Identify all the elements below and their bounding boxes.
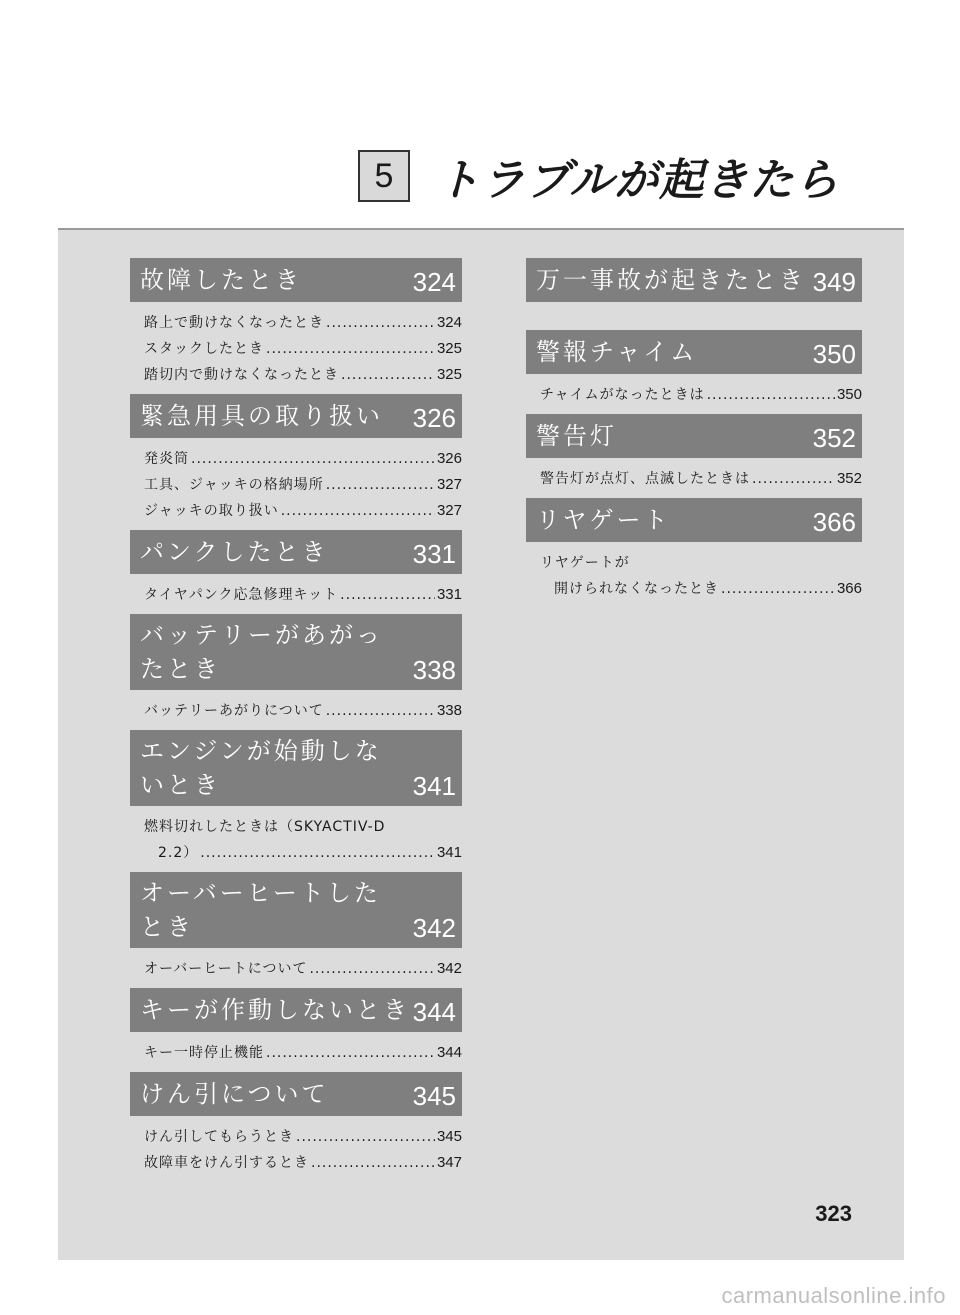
item-label: 工具、ジャッキの格納場所 <box>144 477 324 493</box>
section-title: 緊急用具の取り扱い <box>140 402 383 430</box>
leader-dots <box>326 698 435 724</box>
leader-dots <box>309 956 435 982</box>
list-item[interactable] <box>144 582 462 608</box>
section-header[interactable] <box>130 988 462 1032</box>
section-title: 故障したとき <box>140 266 302 294</box>
list-item[interactable] <box>144 472 462 498</box>
list-item[interactable] <box>144 1124 462 1150</box>
leader-dots <box>340 582 435 608</box>
right-column <box>526 258 862 608</box>
list-item[interactable] <box>540 382 862 408</box>
chapter-number: 5 <box>358 150 410 202</box>
section-items <box>130 806 462 872</box>
list-item[interactable] <box>144 498 462 524</box>
leader-dots <box>326 472 435 498</box>
section-items <box>130 1116 462 1182</box>
leader-dots <box>707 382 835 408</box>
list-item[interactable] <box>144 698 462 724</box>
section-page: 344 <box>412 997 456 1027</box>
item-label: チャイムがなったときは <box>540 387 705 403</box>
leader-dots <box>721 576 835 602</box>
item-page: 350 <box>836 386 862 403</box>
section-page: 345 <box>412 1081 456 1111</box>
item-page: 344 <box>436 1044 462 1061</box>
list-item-continued[interactable] <box>144 840 462 866</box>
section-items <box>130 438 462 530</box>
section-page: 324 <box>412 267 456 297</box>
list-item[interactable] <box>144 336 462 362</box>
item-page: 347 <box>436 1154 462 1171</box>
list-item[interactable] <box>540 550 862 576</box>
item-label: タイヤパンク応急修理キット <box>144 587 339 603</box>
page-number: 323 <box>815 1201 852 1226</box>
item-label: オーバーヒートについて <box>144 961 308 977</box>
section-title: けん引について <box>140 1080 329 1108</box>
section-title: エンジンが始動しないとき <box>140 737 382 799</box>
list-item[interactable] <box>540 466 862 492</box>
section-title: バッテリーがあがったとき <box>140 621 383 683</box>
section-items <box>130 302 462 394</box>
section-page: 338 <box>412 655 456 685</box>
item-label: リヤゲートが <box>540 555 630 571</box>
list-item-continued[interactable] <box>540 576 862 602</box>
section-items <box>526 542 862 608</box>
item-label: 路上で動けなくなったとき <box>144 315 324 331</box>
section-page: 341 <box>412 771 456 801</box>
leader-dots <box>326 310 435 336</box>
section-page: 352 <box>812 423 856 453</box>
left-column <box>130 258 462 1182</box>
section-header[interactable] <box>130 614 462 690</box>
item-page: 325 <box>436 366 462 383</box>
item-page: 331 <box>436 586 462 603</box>
section-header[interactable] <box>130 730 462 806</box>
list-item[interactable] <box>144 1150 462 1176</box>
item-page: 338 <box>436 702 462 719</box>
list-item[interactable] <box>144 362 462 388</box>
list-item[interactable] <box>144 814 462 840</box>
item-label: キー一時停止機能 <box>144 1045 264 1061</box>
list-item[interactable] <box>144 310 462 336</box>
item-label: 燃料切れしたときは（SKYACTIV-D <box>144 819 386 835</box>
item-label: けん引してもらうとき <box>144 1129 294 1145</box>
item-page: 345 <box>436 1128 462 1145</box>
item-page: 342 <box>436 960 462 977</box>
section-title: 警報チャイム <box>536 338 698 366</box>
item-label-continued: 開けられなくなったとき <box>554 581 719 597</box>
section-items <box>130 574 462 614</box>
chapter-title: トラブルが起きたら <box>436 155 840 206</box>
section-items <box>130 948 462 988</box>
section-header[interactable] <box>526 414 862 458</box>
section-items <box>130 1032 462 1072</box>
section-items <box>130 690 462 730</box>
section-page: 349 <box>812 267 856 297</box>
item-page: 325 <box>436 340 462 357</box>
item-page: 324 <box>436 314 462 331</box>
section-title: キーが作動しないとき <box>140 996 410 1024</box>
item-page: 352 <box>836 470 862 487</box>
section-title: リヤゲート <box>536 506 671 534</box>
leader-dots <box>281 498 435 524</box>
chapter-header <box>358 148 839 204</box>
item-label: 踏切内で動けなくなったとき <box>144 367 339 383</box>
item-page: 326 <box>436 450 462 467</box>
section-items <box>526 374 862 414</box>
item-page: 327 <box>436 476 462 493</box>
leader-dots <box>266 336 435 362</box>
spacer <box>526 316 862 330</box>
leader-dots <box>296 1124 435 1150</box>
section-header[interactable] <box>526 330 862 374</box>
section-page: 342 <box>412 913 456 943</box>
item-page: 327 <box>436 502 462 519</box>
section-title: パンクしたとき <box>140 538 329 566</box>
watermark: carmanualsonline.info <box>721 1283 946 1308</box>
list-item[interactable] <box>144 1040 462 1066</box>
leader-dots <box>341 362 435 388</box>
item-label: 発炎筒 <box>144 451 189 467</box>
leader-dots <box>266 1040 435 1066</box>
leader-dots <box>191 446 435 472</box>
section-header[interactable] <box>130 530 462 574</box>
item-page: 366 <box>836 580 862 597</box>
leader-dots <box>311 1150 435 1176</box>
section-title: オーバーヒートしたとき <box>140 879 381 941</box>
section-items <box>526 302 862 316</box>
section-page: 366 <box>812 507 856 537</box>
item-label: スタックしたとき <box>144 341 264 357</box>
section-page: 350 <box>812 339 856 369</box>
contents-panel <box>58 228 904 1260</box>
leader-dots <box>200 840 435 866</box>
item-label-continued: 2.2） <box>158 845 199 861</box>
item-label: 故障車をけん引するとき <box>144 1155 309 1171</box>
section-items <box>526 458 862 498</box>
section-page: 326 <box>412 403 456 433</box>
leader-dots <box>752 466 835 492</box>
section-header[interactable] <box>130 1072 462 1116</box>
section-title: 警告灯 <box>536 422 617 450</box>
section-header[interactable] <box>130 258 462 302</box>
list-item[interactable] <box>144 446 462 472</box>
section-header[interactable] <box>526 258 862 302</box>
item-label: バッテリーあがりについて <box>144 703 324 719</box>
section-page: 331 <box>412 539 456 569</box>
section-header[interactable] <box>130 394 462 438</box>
list-item[interactable] <box>144 956 462 982</box>
item-label: 警告灯が点灯、点滅したときは <box>540 471 750 487</box>
item-page: 341 <box>436 844 462 861</box>
section-title: 万一事故が起きたとき <box>536 266 806 294</box>
item-label: ジャッキの取り扱い <box>144 503 279 519</box>
section-header[interactable] <box>526 498 862 542</box>
section-header[interactable] <box>130 872 462 948</box>
